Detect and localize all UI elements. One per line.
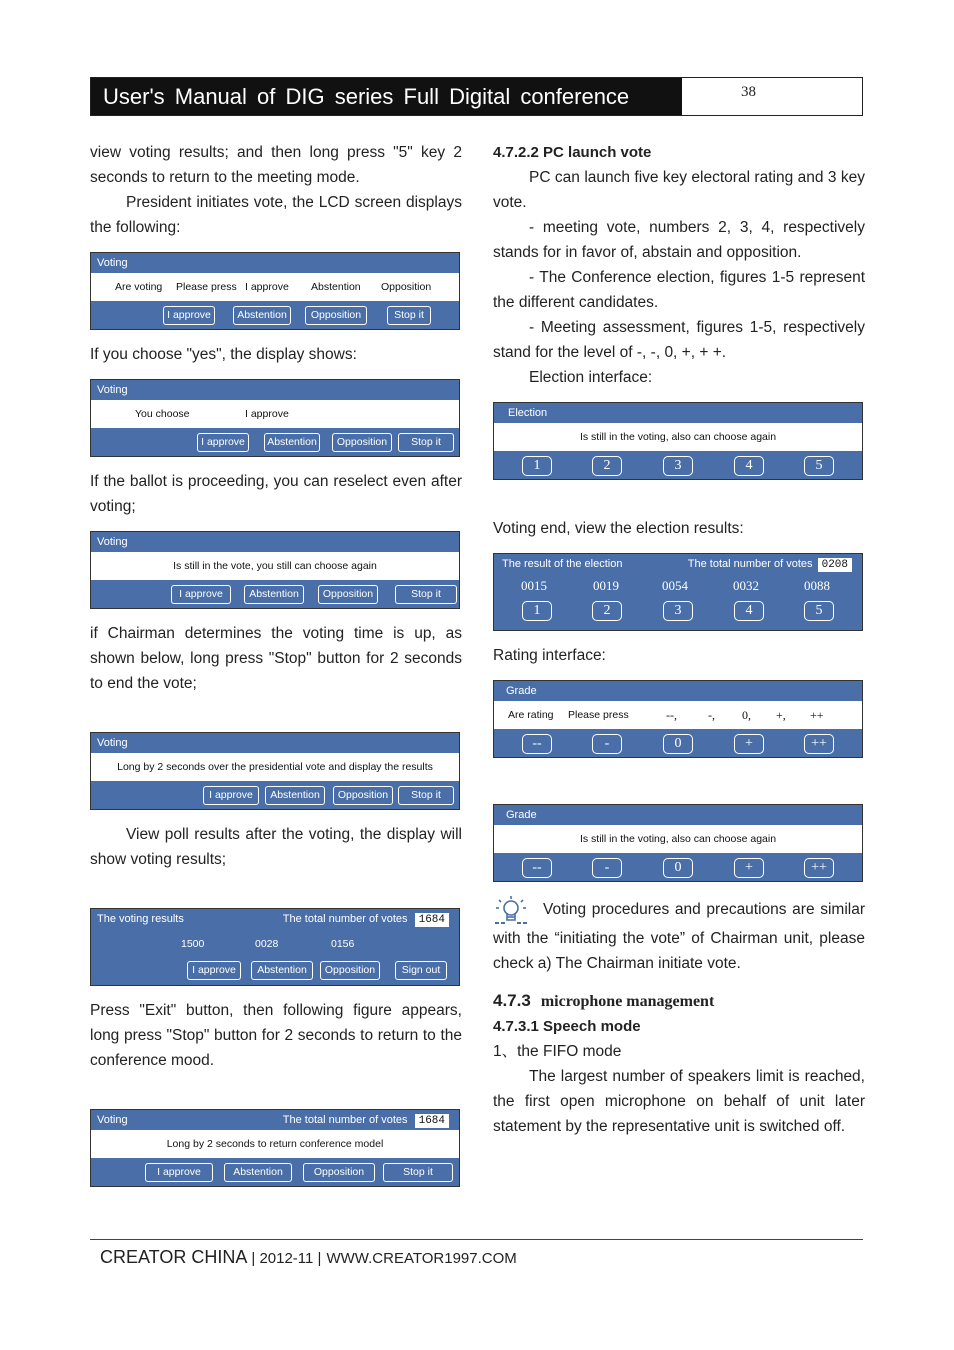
total-votes-label: The total number of votes: [687, 558, 813, 570]
paragraph: - Meeting assessment, figures 1-5, respectively stand for the level of -, -, 0, +, + +.: [493, 319, 865, 361]
lcd-text: --,: [666, 708, 677, 722]
candidate-2-button[interactable]: 2: [592, 456, 622, 476]
candidate-5-button[interactable]: 5: [804, 456, 834, 476]
result-value: 0032: [733, 578, 759, 593]
candidate-4-button[interactable]: 4: [734, 601, 764, 621]
lcd-body: [494, 825, 862, 853]
subsection-heading: 4.7.3.1 Speech mode: [493, 1018, 641, 1035]
abstention-button[interactable]: Abstention: [264, 433, 320, 452]
candidate-1-button[interactable]: 1: [522, 456, 552, 476]
lcd-text: Please press: [176, 281, 237, 293]
paragraph: View poll results after the voting, the display will show voting results;: [90, 826, 462, 868]
approve-button[interactable]: I approve: [171, 585, 231, 604]
lcd-body: [91, 1130, 459, 1158]
lcd-text: -,: [708, 708, 715, 722]
lcd-title: Voting: [97, 384, 128, 396]
lcd-buttons: [91, 781, 459, 809]
lcd-election-results-screen: [493, 553, 863, 631]
lcd-body: [91, 753, 459, 781]
approve-button[interactable]: I approve: [197, 433, 249, 452]
result-value: 0156: [331, 938, 355, 950]
grade-plus-button[interactable]: +: [734, 858, 764, 878]
lcd-title: Voting: [97, 737, 128, 749]
footer-brand: CREATOR CHINA: [100, 1247, 247, 1267]
result-value: 0054: [662, 578, 688, 593]
grade-minus-minus-button[interactable]: --: [522, 734, 552, 754]
manual-title: User's Manual of DIG series Full Digital conference: [91, 78, 682, 115]
result-value: 0015: [521, 578, 547, 593]
lcd-values: [91, 929, 459, 959]
lcd-buttons: [91, 428, 459, 456]
total-votes-label: The total number of votes: [282, 1114, 408, 1126]
lcd-voting-screen: [90, 379, 460, 457]
opposition-button[interactable]: Opposition: [305, 306, 367, 325]
paragraph: view voting results; and then long press "5" key 2 seconds to return to the meeting mode.: [90, 144, 462, 186]
grade-plus-plus-button[interactable]: ++: [804, 858, 834, 878]
section-heading: 4.7.2.2 PC launch vote: [493, 144, 652, 161]
paragraph: Press "Exit" button, then following figure appears, long press "Stop" button for 2 seconds to return to the conference mood.: [90, 1002, 462, 1069]
grade-minus-button[interactable]: -: [592, 734, 622, 754]
page-header: [90, 77, 863, 116]
paragraph: PC can launch five key electoral rating and 3 key vote.: [493, 169, 865, 211]
paragraph: If the ballot is proceeding, you can reselect even after voting;: [90, 473, 462, 515]
lcd-text: I approve: [245, 408, 289, 420]
stop-button[interactable]: Stop it: [383, 1163, 453, 1182]
lcd-text: Opposition: [381, 281, 432, 293]
footer-divider: [90, 1239, 863, 1240]
opposition-button[interactable]: Opposition: [303, 1163, 375, 1182]
lcd-title: Election: [508, 407, 548, 419]
opposition-button[interactable]: Opposition: [320, 961, 380, 980]
candidate-2-button[interactable]: 2: [592, 601, 622, 621]
result-value: 1500: [181, 938, 205, 950]
lcd-voting-screen: [90, 1109, 460, 1187]
total-votes: [283, 909, 449, 929]
candidate-4-button[interactable]: 4: [734, 456, 764, 476]
paragraph: - meeting vote, numbers 2, 3, 4, respectively stands for in favor of, abstain and opposition.: [493, 219, 865, 261]
paragraph: If you choose "yes", the display shows:: [90, 346, 357, 363]
tip-text: Voting procedures and precautions are similar with the “initiating the vote” of Chairman unit, please check a) The Chairman initiate vote.: [493, 901, 865, 972]
lcd-title: Grade: [506, 809, 537, 821]
paragraph: The largest number of speakers limit is reached, the first open microphone on behalf of unit later statement by the representative unit is switched off.: [493, 1068, 865, 1135]
section-heading: [493, 988, 865, 1014]
grade-zero-button[interactable]: 0: [663, 858, 693, 878]
lcd-title: Voting: [97, 257, 128, 269]
result-value: 0019: [593, 578, 619, 593]
footer-date: | 2012-11 |: [251, 1250, 322, 1267]
lcd-buttons: [91, 959, 459, 985]
lcd-body: [91, 400, 459, 428]
lcd-title-text: The result of the election: [502, 558, 623, 570]
lcd-title-text: The voting results: [97, 913, 184, 925]
abstention-button[interactable]: Abstention: [251, 961, 313, 980]
result-value: 0028: [255, 938, 279, 950]
lcd-text: Abstention: [311, 281, 361, 293]
lcd-message: Long by 2 seconds over the presidential vote and display the results: [117, 761, 433, 773]
lcd-buttons: [91, 580, 459, 608]
total-votes-value: 1684: [415, 1114, 449, 1128]
grade-plus-plus-button[interactable]: ++: [804, 734, 834, 754]
abstention-button[interactable]: Abstention: [265, 786, 325, 805]
lcd-text: ++: [810, 708, 824, 722]
lcd-voting-screen: [90, 531, 460, 609]
candidate-1-button[interactable]: 1: [522, 601, 552, 621]
lcd-voting-screen: [90, 252, 460, 330]
opposition-button[interactable]: Opposition: [332, 433, 392, 452]
tip-paragraph: [493, 894, 865, 976]
lcd-title-text: Voting: [97, 1114, 128, 1126]
lcd-message: Is still in the voting, also can choose again: [579, 431, 777, 443]
lcd-message: Long by 2 seconds to return conference model: [166, 1138, 384, 1150]
lcd-buttons: [494, 451, 862, 479]
left-column: [90, 140, 462, 1199]
total-votes-label: The total number of votes: [282, 913, 408, 925]
abstention-button[interactable]: Abstention: [224, 1163, 292, 1182]
abstention-button[interactable]: Abstention: [233, 306, 291, 325]
lcd-results-screen: [90, 908, 460, 986]
lcd-message: Is still in the voting, also can choose again: [579, 833, 777, 845]
lcd-buttons: [494, 729, 862, 757]
lcd-text: Are rating: [508, 709, 554, 721]
right-column: [493, 140, 865, 1139]
lcd-text: I approve: [245, 281, 289, 293]
grade-plus-button[interactable]: +: [734, 734, 764, 754]
paragraph: Voting end, view the election results:: [493, 520, 744, 537]
paragraph: - The Conference election, figures 1-5 represent the different candidates.: [493, 269, 865, 311]
paragraph: if Chairman determines the voting time is up, as shown below, long press "Stop" button for 2 seconds to end the vote;: [90, 625, 462, 692]
total-votes: [688, 554, 852, 574]
paragraph: President initiates vote, the LCD screen displays the following:: [90, 194, 462, 236]
abstention-button[interactable]: Abstention: [244, 585, 304, 604]
grade-minus-button[interactable]: -: [592, 858, 622, 878]
approve-button[interactable]: I approve: [163, 306, 215, 325]
lcd-text: You choose: [135, 408, 190, 420]
stop-button[interactable]: Stop it: [398, 433, 454, 452]
approve-button[interactable]: I approve: [187, 961, 241, 980]
result-value: 0088: [804, 578, 830, 593]
paragraph: Rating interface:: [493, 647, 606, 664]
total-votes-value: 0208: [818, 558, 852, 572]
stop-button[interactable]: Stop it: [387, 306, 431, 325]
section-number: 4.7.3: [493, 991, 531, 1010]
stop-button[interactable]: Stop it: [398, 786, 454, 805]
lcd-grade-screen: [493, 680, 863, 758]
lcd-title: Grade: [506, 685, 537, 697]
opposition-button[interactable]: Opposition: [318, 585, 378, 604]
lcd-body: [91, 273, 459, 301]
sign-out-button[interactable]: Sign out: [395, 961, 447, 980]
lcd-title: [494, 554, 862, 574]
grade-zero-button[interactable]: 0: [663, 734, 693, 754]
lcd-buttons: [91, 301, 459, 329]
approve-button[interactable]: I approve: [145, 1163, 213, 1182]
page-footer: [100, 1247, 517, 1268]
lcd-text: +,: [776, 708, 786, 722]
lcd-title: [91, 1110, 459, 1130]
lcd-body: [91, 552, 459, 580]
lcd-message: Is still in the vote, you still can choose again: [173, 560, 377, 572]
lcd-election-screen: [493, 402, 863, 480]
lcd-values: [494, 574, 862, 596]
footer-website: WWW.CREATOR1997.COM: [326, 1250, 517, 1267]
lcd-body: [494, 423, 862, 451]
total-votes-value: 1684: [415, 913, 449, 927]
approve-button[interactable]: I approve: [203, 786, 259, 805]
paragraph: Election interface:: [529, 369, 653, 386]
candidate-3-button[interactable]: 3: [663, 601, 693, 621]
lcd-title: [91, 909, 459, 929]
candidate-5-button[interactable]: 5: [804, 601, 834, 621]
lcd-buttons: [494, 853, 862, 881]
lcd-text: Please press: [568, 709, 629, 721]
lcd-voting-screen: [90, 732, 460, 810]
opposition-button[interactable]: Opposition: [333, 786, 393, 805]
lcd-body: [494, 701, 862, 729]
lcd-text: 0,: [742, 708, 751, 722]
page-number: 38: [741, 84, 756, 100]
candidate-3-button[interactable]: 3: [663, 456, 693, 476]
grade-minus-minus-button[interactable]: --: [522, 858, 552, 878]
total-votes: [283, 1110, 449, 1130]
paragraph: 1、the FIFO mode: [493, 1043, 622, 1060]
lcd-buttons: [494, 596, 862, 630]
lcd-grade-screen: [493, 804, 863, 882]
lightbulb-tip-icon: [493, 894, 529, 926]
lcd-buttons: [91, 1158, 459, 1186]
lcd-title: Voting: [97, 536, 128, 548]
section-title: microphone management: [540, 993, 715, 1010]
lcd-text: Are voting: [115, 281, 163, 293]
stop-button[interactable]: Stop it: [395, 585, 457, 604]
